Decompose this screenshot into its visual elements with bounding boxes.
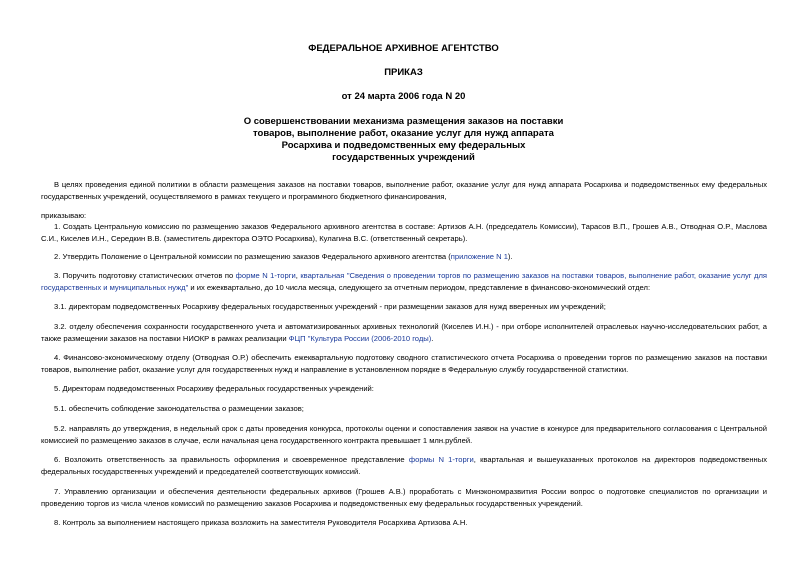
title-line: Росархива и подведомственных ему федеральных — [281, 140, 526, 151]
title-line: товаров, выполнение работ, оказание услуг для нужд аппарата — [253, 128, 554, 139]
item-3-paragraph — [41, 270, 767, 293]
form-1-torgi-link[interactable]: форме N 1-торги — [235, 271, 296, 280]
agency-name: ФЕДЕРАЛЬНОЕ АРХИВНОЕ АГЕНТСТВО — [308, 43, 499, 54]
appendix-1-link[interactable]: приложение N 1 — [450, 252, 508, 261]
item-8-paragraph: 8. Контроль за выполнением настоящего приказа возложить на заместителя Руководителя Росархива Артизова А.Н. — [54, 518, 468, 527]
item-2-paragraph — [41, 251, 767, 263]
preamble-paragraph: В целях проведения единой политики в области размещения заказов на поставки товаров, выполнение работ, оказание услуг для нужд аппарата Росархива и подведомственных ему федеральных государственных учреждений, осуществляемого в рамках текущего и программного бюджетного финансирования, — [41, 180, 767, 201]
item-3-text-a: 3. Поручить подготовку статистических отчетов по — [54, 271, 236, 280]
item-2-text-b: ). — [507, 252, 513, 261]
item-3-2-paragraph — [41, 321, 767, 344]
document-date-number: от 24 марта 2006 года N 20 — [341, 91, 466, 102]
item-3-2-text-b: . — [431, 333, 434, 343]
item-5-paragraph: 5. Директорам подведомственных Росархиву федеральных государственных учреждений: — [54, 384, 374, 393]
form-1-torgi-link-2[interactable]: формы N 1-торги — [408, 455, 474, 464]
item-3-1-paragraph: 3.1. директорам подведомственных Росархиву федеральных государственных учреждений - при размещении заказов для нужд вверенных им учреждений; — [54, 302, 606, 311]
title-line: государственных учреждений — [332, 152, 475, 163]
item-6-text-a: 6. Возложить ответственность за правильность оформления и своевременное представление — [54, 455, 409, 464]
order-word: приказываю: — [41, 211, 87, 220]
item-2-text-a: 2. Утвердить Положение о Центральной комиссии по размещению заказов Федерального архивного агентства ( — [54, 252, 451, 261]
document-type: ПРИКАЗ — [384, 67, 423, 78]
document-title — [180, 116, 627, 164]
item-4-paragraph: 4. Финансово-экономическому отделу (Отводная О.Р.) обеспечить ежеквартальную подготовку сводного статистического отчета Росархива о проведении торгов по размещению заказов на поставки товаров, выполнение работ, оказание услуг для государственных нужд и направление в установленном порядке в Федеральную службу государственной статистики. — [41, 353, 767, 374]
item-5-2-paragraph: 5.2. направлять до утверждения, в недельный срок с даты проведения конкурса, протоколы оценки и сопоставления заявок на участие в конкурсе для предварительного согласования с Центральной комиссией по размещению заказов в случае, если начальная цена государственного контракта превышает 1 млн.рублей. — [41, 424, 767, 445]
item-3-text-b: и их ежеквартально, до 10 числа месяца, следующего за отчетным периодом, представление в финансово-экономический отдел: — [188, 282, 651, 292]
fcp-culture-link[interactable]: ФЦП "Культура России (2006-2010 годы) — [288, 333, 432, 343]
item-5-1-paragraph: 5.1. обеспечить соблюдение законодательства о размещении заказов; — [54, 404, 304, 413]
item-3-text-mid: , — [295, 271, 301, 280]
quarterly-report-link[interactable]: квартальная "Сведения о проведении торгов по размещению заказов на поставки товаров, выполнение работ, оказание услуг для государственных и муниципальных нужд" — [41, 271, 767, 292]
item-7-paragraph: 7. Управлению организации и обеспечения деятельности федеральных архивов (Грошев А.В.) проработать с Минэкономразвития России вопрос о подготовке специалистов по организации и проведению торгов из числа членов комиссий по размещению заказов Росархива и подведомственных ему федеральных государственных учреждений. — [41, 487, 767, 508]
title-line: О совершенствовании механизма размещения заказов на поставки — [243, 116, 564, 127]
item-1-paragraph: 1. Создать Центральную комиссию по размещению заказов Федерального архивного агентства в составе: Артизов А.Н. (председатель Комиссии), Тарасов В.П., Грошев А.В., Отводная О.Р., Маслова С.И., Киселев И.Н., Середкин В.В. (заместитель директора ОЭТО Росархива), Кулагина В.С. (ответственный секретарь). — [41, 222, 767, 243]
item-3-2-text-a: 3.2. отделу обеспечения сохранности государственного учета и автоматизированных архивных технологий (Киселев И.Н.) - при отборе исполнителей отраслевых научно-исследовательских работ, а также размещении заказов на поставки НИОКР в рамках реализации — [41, 322, 767, 343]
item-6-paragraph — [41, 454, 767, 477]
item-6-text-b: , квартальная и вышеуказанных протоколов на директоров подведомственных федеральных государственных учреждений и председателей соответствующих комиссий. — [41, 455, 768, 476]
